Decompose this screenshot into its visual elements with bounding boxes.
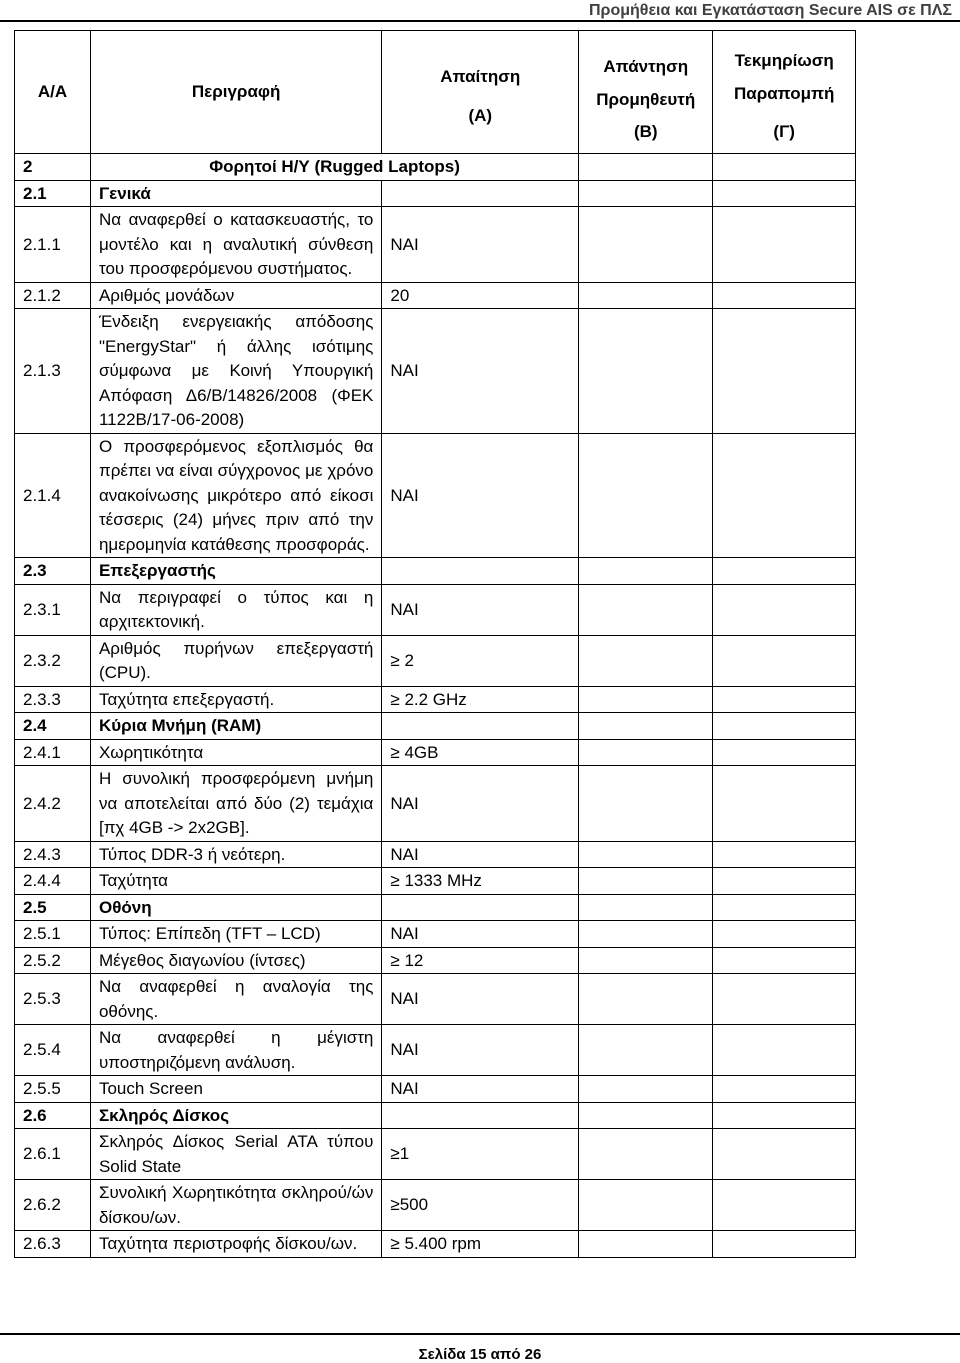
col-header-reference bbox=[713, 31, 856, 154]
row-number: 2.3.3 bbox=[15, 686, 91, 713]
table-row bbox=[15, 1076, 856, 1103]
row-requirement: ≥ 4GB bbox=[382, 739, 579, 766]
row-description: Touch Screen bbox=[90, 1076, 381, 1103]
row-supplier-response bbox=[579, 282, 713, 309]
subsection-row bbox=[15, 1102, 856, 1129]
row-requirement bbox=[382, 1102, 579, 1129]
table-row bbox=[15, 635, 856, 686]
row-requirement: ≥ 1333 MHz bbox=[382, 868, 579, 895]
table-row bbox=[15, 686, 856, 713]
row-requirement: ≥ 5.400 rpm bbox=[382, 1231, 579, 1258]
row-supplier-response bbox=[579, 947, 713, 974]
row-description: Σκληρός Δίσκος bbox=[90, 1102, 381, 1129]
row-reference bbox=[713, 282, 856, 309]
row-supplier-response bbox=[579, 1129, 713, 1180]
row-supplier-response bbox=[579, 868, 713, 895]
row-requirement: ≥ 12 bbox=[382, 947, 579, 974]
row-supplier-response bbox=[579, 1231, 713, 1258]
row-reference bbox=[713, 207, 856, 283]
row-description: Χωρητικότητα bbox=[90, 739, 381, 766]
table-row bbox=[15, 841, 856, 868]
row-description: Οθόνη bbox=[90, 894, 381, 921]
row-supplier-response bbox=[579, 739, 713, 766]
row-description: Να αναφερθεί ο κατασκευαστής, το μοντέλο και η αναλυτική σύνθεση του προσφερόμενου συστήματος. bbox=[90, 207, 381, 283]
row-reference bbox=[713, 766, 856, 842]
row-reference bbox=[713, 635, 856, 686]
col-header-aa: Α/Α bbox=[15, 31, 91, 154]
row-requirement: ΝΑΙ bbox=[382, 1025, 579, 1076]
row-requirement: ΝΑΙ bbox=[382, 207, 579, 283]
row-supplier-response bbox=[579, 1180, 713, 1231]
table-row bbox=[15, 739, 856, 766]
section-title: Φορητοί Η/Υ (Rugged Laptops) bbox=[90, 154, 578, 181]
row-number: 2.6.2 bbox=[15, 1180, 91, 1231]
row-supplier-response bbox=[579, 766, 713, 842]
row-reference bbox=[713, 1180, 856, 1231]
row-requirement: ≥ 2 bbox=[382, 635, 579, 686]
row-description: Να αναφερθεί η αναλογία της οθόνης. bbox=[90, 974, 381, 1025]
table-row bbox=[15, 1180, 856, 1231]
footer-divider bbox=[0, 1333, 960, 1335]
subsection-row bbox=[15, 558, 856, 585]
row-supplier-response bbox=[579, 841, 713, 868]
row-description: Γενικά bbox=[90, 180, 381, 207]
col-header-reference-line1: Τεκμηρίωση bbox=[734, 51, 834, 70]
col-header-reference-line3: (Γ) bbox=[773, 122, 795, 141]
col-header-requirement-line2: (Α) bbox=[468, 105, 493, 125]
row-number: 2.3.1 bbox=[15, 584, 91, 635]
page-number: Σελίδα 15 από 26 bbox=[418, 1346, 542, 1363]
row-requirement: ≥500 bbox=[382, 1180, 579, 1231]
row-description: Κύρια Μνήμη (RAM) bbox=[90, 713, 381, 740]
row-reference bbox=[713, 739, 856, 766]
row-number: 2.4.3 bbox=[15, 841, 91, 868]
row-reference bbox=[713, 1025, 856, 1076]
row-description: Ταχύτητα περιστροφής δίσκου/ων. bbox=[90, 1231, 381, 1258]
row-reference bbox=[713, 947, 856, 974]
row-supplier-response bbox=[579, 433, 713, 558]
subsection-row bbox=[15, 894, 856, 921]
table-row bbox=[15, 207, 856, 283]
row-number: 2.1.4 bbox=[15, 433, 91, 558]
row-description: Ο προσφερόμενος εξοπλισμός θα πρέπει να είναι σύγχρονος με χρόνο ανακοίνωσης μικρότερο από είκοσι τέσσερις (24) μήνες πριν από την ημερομηνία κατάθεσης προσφοράς. bbox=[90, 433, 381, 558]
row-description: Μέγεθος διαγωνίου (ίντσες) bbox=[90, 947, 381, 974]
row-number: 2.4.2 bbox=[15, 766, 91, 842]
col-header-supplier bbox=[579, 31, 713, 154]
row-description: Ένδειξη ενεργειακής απόδοσης "EnergyStar" ή άλλης ισότιμης σύμφωνα με Κοινή Υπουργική Απόφαση Δ6/Β/14826/2008 (ΦΕΚ 1122Β/17-06-2008) bbox=[90, 309, 381, 434]
row-number: 2.3.2 bbox=[15, 635, 91, 686]
row-supplier-response bbox=[579, 686, 713, 713]
row-reference bbox=[713, 921, 856, 948]
row-number: 2.1.2 bbox=[15, 282, 91, 309]
table-row bbox=[15, 282, 856, 309]
row-supplier-response bbox=[579, 309, 713, 434]
row-reference bbox=[713, 686, 856, 713]
section-reference-cell bbox=[713, 154, 856, 181]
row-supplier-response bbox=[579, 1102, 713, 1129]
row-reference bbox=[713, 841, 856, 868]
row-number: 2.6.1 bbox=[15, 1129, 91, 1180]
row-supplier-response bbox=[579, 1025, 713, 1076]
row-description: Τύπος: Επίπεδη (TFT – LCD) bbox=[90, 921, 381, 948]
row-supplier-response bbox=[579, 584, 713, 635]
row-requirement: ΝΑΙ bbox=[382, 309, 579, 434]
row-requirement: ΝΑΙ bbox=[382, 1076, 579, 1103]
row-reference bbox=[713, 309, 856, 434]
table-row bbox=[15, 433, 856, 558]
section-supplier-cell bbox=[579, 154, 713, 181]
col-header-description: Περιγραφή bbox=[90, 31, 381, 154]
row-supplier-response bbox=[579, 921, 713, 948]
row-number: 2.5.1 bbox=[15, 921, 91, 948]
row-number: 2.4 bbox=[15, 713, 91, 740]
table-row bbox=[15, 1231, 856, 1258]
row-supplier-response bbox=[579, 1076, 713, 1103]
row-reference bbox=[713, 1076, 856, 1103]
row-reference bbox=[713, 868, 856, 895]
row-description: Αριθμός πυρήνων επεξεργαστή (CPU). bbox=[90, 635, 381, 686]
row-supplier-response bbox=[579, 894, 713, 921]
row-reference bbox=[713, 1102, 856, 1129]
table-row bbox=[15, 947, 856, 974]
table-row bbox=[15, 1025, 856, 1076]
row-number: 2.3 bbox=[15, 558, 91, 585]
row-number: 2.5.3 bbox=[15, 974, 91, 1025]
row-reference bbox=[713, 894, 856, 921]
row-reference bbox=[713, 584, 856, 635]
row-description: Σκληρός Δίσκος Serial ATA τύπου Solid State bbox=[90, 1129, 381, 1180]
row-requirement: ΝΑΙ bbox=[382, 841, 579, 868]
row-requirement: ΝΑΙ bbox=[382, 433, 579, 558]
row-number: 2.1.1 bbox=[15, 207, 91, 283]
row-supplier-response bbox=[579, 635, 713, 686]
requirements-table bbox=[14, 30, 856, 1258]
row-requirement: ΝΑΙ bbox=[382, 974, 579, 1025]
subsection-row bbox=[15, 713, 856, 740]
table-row bbox=[15, 868, 856, 895]
row-requirement: 20 bbox=[382, 282, 579, 309]
row-number: 2.6.3 bbox=[15, 1231, 91, 1258]
row-requirement: ΝΑΙ bbox=[382, 921, 579, 948]
row-supplier-response bbox=[579, 207, 713, 283]
row-requirement: ΝΑΙ bbox=[382, 584, 579, 635]
table-row bbox=[15, 974, 856, 1025]
row-number: 2.5.4 bbox=[15, 1025, 91, 1076]
col-header-supplier-line2: Προμηθευτή bbox=[596, 89, 696, 109]
row-supplier-response bbox=[579, 558, 713, 585]
row-number: 2.4.4 bbox=[15, 868, 91, 895]
row-reference bbox=[713, 1231, 856, 1258]
row-number: 2.5.2 bbox=[15, 947, 91, 974]
row-supplier-response bbox=[579, 180, 713, 207]
row-description: Ταχύτητα bbox=[90, 868, 381, 895]
row-number: 2.4.1 bbox=[15, 739, 91, 766]
row-description: Ταχύτητα επεξεργαστή. bbox=[90, 686, 381, 713]
row-requirement: ≥ 2.2 GHz bbox=[382, 686, 579, 713]
row-number: 2.1.3 bbox=[15, 309, 91, 434]
table-row bbox=[15, 309, 856, 434]
row-requirement: ≥1 bbox=[382, 1129, 579, 1180]
col-header-reference-line2: Παραπομπή bbox=[733, 83, 835, 103]
row-description: Να περιγραφεί ο τύπος και η αρχιτεκτονική. bbox=[90, 584, 381, 635]
table-header-row bbox=[15, 31, 856, 154]
row-description: Επεξεργαστής bbox=[90, 558, 381, 585]
row-reference bbox=[713, 558, 856, 585]
row-number: 2.1 bbox=[15, 180, 91, 207]
section-number: 2 bbox=[15, 154, 91, 181]
row-description: Αριθμός μονάδων bbox=[90, 282, 381, 309]
row-reference bbox=[713, 974, 856, 1025]
table-row bbox=[15, 1129, 856, 1180]
table-row bbox=[15, 766, 856, 842]
row-requirement bbox=[382, 180, 579, 207]
row-requirement bbox=[382, 713, 579, 740]
col-header-supplier-line1: Απάντηση bbox=[603, 57, 689, 76]
row-requirement bbox=[382, 558, 579, 585]
row-number: 2.6 bbox=[15, 1102, 91, 1129]
row-reference bbox=[713, 433, 856, 558]
table-row bbox=[15, 584, 856, 635]
row-requirement bbox=[382, 894, 579, 921]
row-description: Να αναφερθεί η μέγιστη υποστηριζόμενη ανάλυση. bbox=[90, 1025, 381, 1076]
row-reference bbox=[713, 713, 856, 740]
section-row bbox=[15, 154, 856, 181]
col-header-supplier-line3: (Β) bbox=[633, 122, 658, 141]
col-header-requirement bbox=[382, 31, 579, 154]
row-reference bbox=[713, 1129, 856, 1180]
row-description: Η συνολική προσφερόμενη μνήμη να αποτελείται από δύο (2) τεμάχια [πχ 4GB -> 2x2GB]. bbox=[90, 766, 381, 842]
row-number: 2.5.5 bbox=[15, 1076, 91, 1103]
row-description: Τύπος DDR-3 ή νεότερη. bbox=[90, 841, 381, 868]
row-requirement: ΝΑΙ bbox=[382, 766, 579, 842]
row-number: 2.5 bbox=[15, 894, 91, 921]
row-supplier-response bbox=[579, 713, 713, 740]
col-header-requirement-line1: Απαίτηση bbox=[440, 67, 521, 86]
subsection-row bbox=[15, 180, 856, 207]
row-reference bbox=[713, 180, 856, 207]
document-header-title: Προμήθεια και Εγκατάσταση Secure AIS σε ΠΛΣ bbox=[589, 2, 952, 19]
header-divider bbox=[0, 20, 960, 22]
row-supplier-response bbox=[579, 974, 713, 1025]
row-description: Συνολική Χωρητικότητα σκληρού/ών δίσκου/ων. bbox=[90, 1180, 381, 1231]
table-row bbox=[15, 921, 856, 948]
